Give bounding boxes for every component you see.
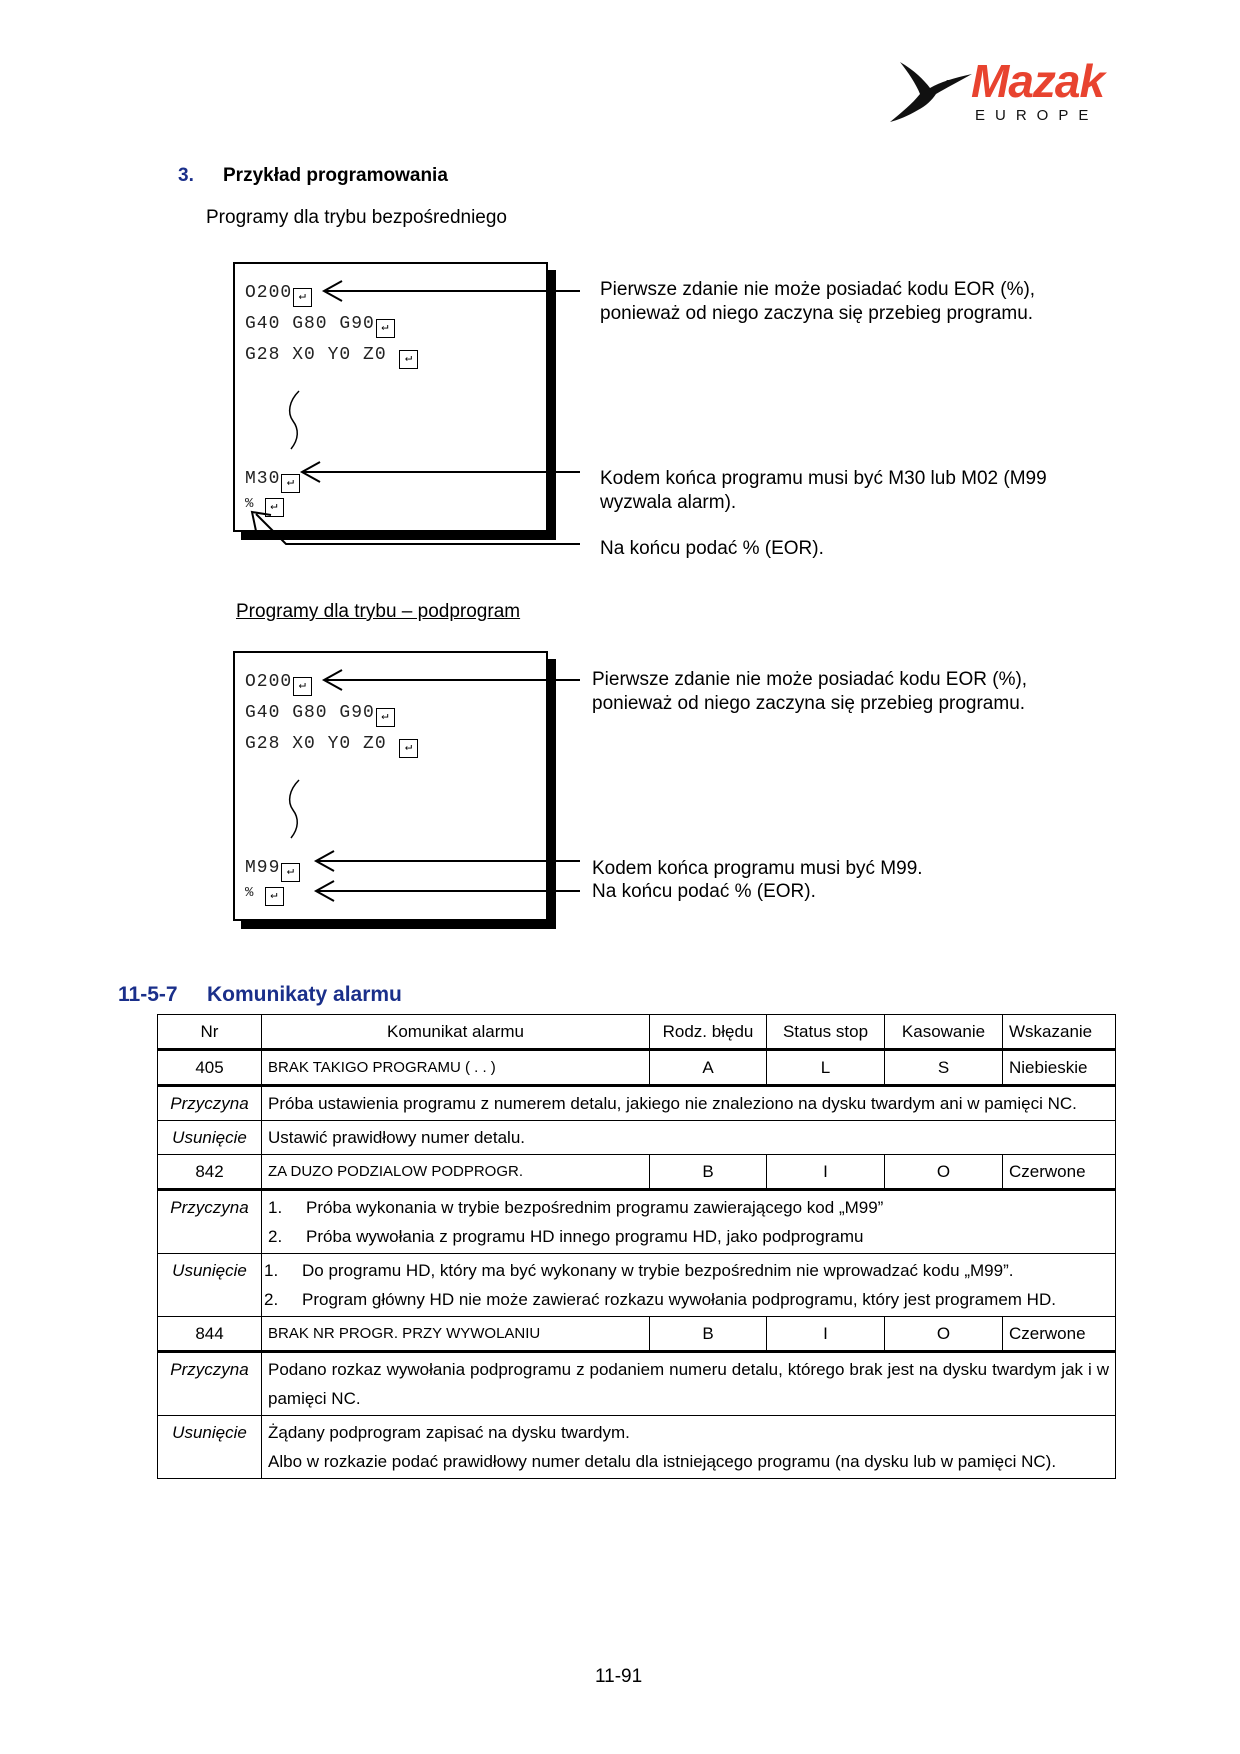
alarm-clear: O xyxy=(885,1155,1003,1190)
code-line: M99 xyxy=(245,858,281,878)
alarm-clear: O xyxy=(885,1317,1003,1352)
cause-label: Przyczyna xyxy=(158,1352,262,1416)
section-number: 3. xyxy=(178,165,194,186)
alarm-error-type: A xyxy=(650,1050,767,1086)
return-icon: ↵ xyxy=(281,474,300,493)
table-row xyxy=(158,1317,1116,1352)
list-item: 2. Próba wywołania z programu HD innego programu HD, jako podprogramu xyxy=(268,1227,864,1246)
code-line: O200 xyxy=(245,672,293,692)
table-row xyxy=(158,1050,1116,1086)
list-item: 1. Próba wykonania w trybie bezpośrednim programu zawierającego kod „M99” xyxy=(268,1198,884,1217)
code-line: % xyxy=(245,885,255,901)
return-icon: ↵ xyxy=(399,350,418,369)
subprogram-mode-heading: Programy dla trybu – podprogram xyxy=(236,601,521,622)
return-icon: ↵ xyxy=(281,863,300,882)
alarm-error-type: B xyxy=(650,1317,767,1352)
alarm-table xyxy=(157,1014,1116,1479)
table-row xyxy=(158,1352,1116,1416)
alarm-number: 842 xyxy=(158,1155,262,1190)
alarm-fix xyxy=(262,1416,1116,1479)
table-header-row xyxy=(158,1015,1116,1050)
alarm-cause: Podano rozkaz wywołania podprogramu z podaniem numeru detalu, którego brak jest na dysku twardym jak i w pamięci NC. xyxy=(262,1352,1116,1416)
cause-label: Przyczyna xyxy=(158,1086,262,1121)
code-line: % xyxy=(245,496,255,512)
direct-note-first-line: Pierwsze zdanie nie może posiadać kodu EOR (%), ponieważ od niego zaczyna się przebieg programu. xyxy=(600,279,1036,324)
header-error-type: Rodz. błędu xyxy=(650,1015,767,1050)
direct-note-eor: Na końcu podać % (EOR). xyxy=(600,538,824,559)
alarm-indication: Czerwone xyxy=(1003,1317,1116,1352)
alarm-message: BRAK TAKIGO PROGRAMU ( . . ) xyxy=(262,1050,650,1086)
fix-label: Usunięcie xyxy=(158,1121,262,1155)
page-number: 11-91 xyxy=(595,1666,643,1687)
list-item: 1. Do programu HD, który ma być wykonany w trybie bezpośrednim nie wprowadzać kodu „M99”. xyxy=(264,1261,1014,1280)
fix-label: Usunięcie xyxy=(158,1254,262,1317)
table-row xyxy=(158,1416,1116,1479)
alarm-cause: Próba ustawienia programu z numerem detalu, jakiego nie znaleziono na dysku twardym ani w pamięci NC. xyxy=(262,1086,1116,1121)
cause-label: Przyczyna xyxy=(158,1190,262,1254)
header-clear: Kasowanie xyxy=(885,1015,1003,1050)
fix-label: Usunięcie xyxy=(158,1416,262,1479)
table-row xyxy=(158,1190,1116,1254)
return-icon: ↵ xyxy=(376,708,395,727)
alarm-clear: S xyxy=(885,1050,1003,1086)
alarm-cause xyxy=(262,1190,1116,1254)
direct-mode-heading: Programy dla trybu bezpośredniego xyxy=(206,207,508,228)
alarm-number: 405 xyxy=(158,1050,262,1086)
subprogram-note-eor: Na końcu podać % (EOR). xyxy=(592,881,816,902)
header-nr: Nr xyxy=(158,1015,262,1050)
alarm-stop-status: I xyxy=(767,1155,885,1190)
code-line: G28 X0 Y0 Z0 xyxy=(245,345,387,365)
alarm-section-title: Komunikaty alarmu xyxy=(207,983,402,1006)
return-icon: ↵ xyxy=(265,887,284,906)
subprogram-note-end-code: Kodem końca programu musi być M99. xyxy=(592,858,923,879)
alarm-message: BRAK NR PROGR. PRZY WYWOLANIU xyxy=(262,1317,650,1352)
header-indication: Wskazanie xyxy=(1003,1015,1116,1050)
alarm-indication: Niebieskie xyxy=(1003,1050,1116,1086)
table-row xyxy=(158,1121,1116,1155)
alarm-stop-status: L xyxy=(767,1050,885,1086)
subprogram-note-first-line: Pierwsze zdanie nie może posiadać kodu EOR (%), ponieważ od niego zaczyna się przebieg programu. xyxy=(592,669,1028,714)
code-line: G28 X0 Y0 Z0 xyxy=(245,734,387,754)
alarm-stop-status: I xyxy=(767,1317,885,1352)
alarm-number: 844 xyxy=(158,1317,262,1352)
return-icon: ↵ xyxy=(293,288,312,307)
header-stop-status: Status stop xyxy=(767,1015,885,1050)
section-title: Przykład programowania xyxy=(223,165,448,186)
code-line: G40 G80 G90 xyxy=(245,314,375,334)
header-message: Komunikat alarmu xyxy=(262,1015,650,1050)
logo-wordmark: Mazak xyxy=(971,55,1105,107)
return-icon: ↵ xyxy=(265,498,284,517)
alarm-fix: Ustawić prawidłowy numer detalu. xyxy=(262,1121,1116,1155)
alarm-indication: Czerwone xyxy=(1003,1155,1116,1190)
list-item: 2. Program główny HD nie może zawierać rozkazu wywołania podprogramu, który jest programem HD. xyxy=(264,1290,1056,1309)
table-row xyxy=(158,1086,1116,1121)
return-icon: ↵ xyxy=(293,677,312,696)
return-icon: ↵ xyxy=(376,319,395,338)
fix-line: Żądany podprogram zapisać na dysku twardym. xyxy=(268,1423,630,1442)
direct-note-end-code: Kodem końca programu musi być M30 lub M02 (M99 wyzwala alarm). xyxy=(600,468,1047,513)
code-line: O200 xyxy=(245,283,293,303)
alarm-section-number: 11-5-7 xyxy=(118,983,178,1006)
alarm-message: ZA DUZO PODZIALOW PODPROGR. xyxy=(262,1155,650,1190)
logo-subtitle: EUROPE xyxy=(975,107,1099,124)
table-row xyxy=(158,1155,1116,1190)
code-line: M30 xyxy=(245,469,281,489)
table-row xyxy=(158,1254,1116,1317)
alarm-error-type: B xyxy=(650,1155,767,1190)
fix-line: Albo w rozkazie podać prawidłowy numer detalu dla istniejącego programu (na dysku lub w pamięci NC). xyxy=(268,1452,1057,1471)
alarm-fix xyxy=(262,1254,1116,1317)
return-icon: ↵ xyxy=(399,739,418,758)
code-line: G40 G80 G90 xyxy=(245,703,375,723)
